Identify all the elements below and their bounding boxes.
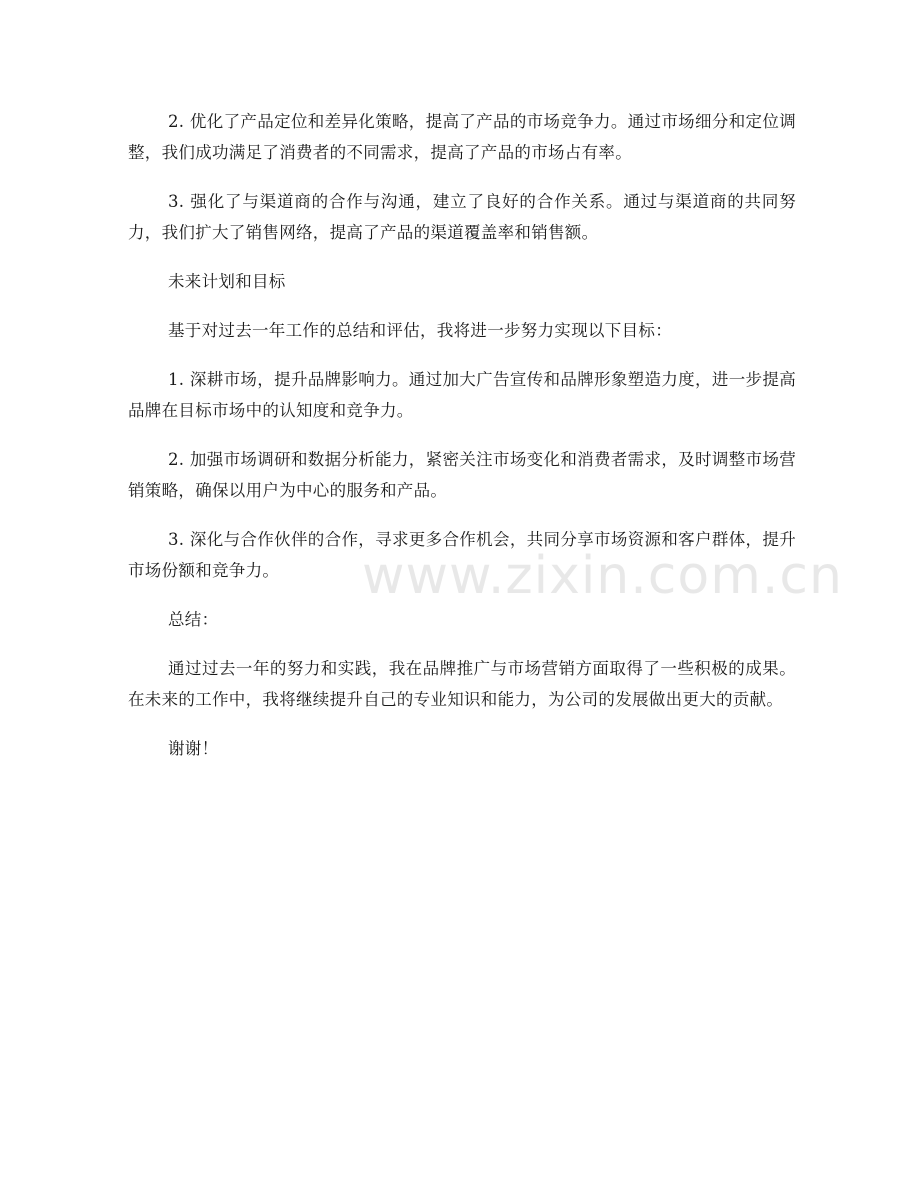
- paragraph-thanks: 谢谢！: [168, 739, 219, 758]
- watermark: www.zixin.com.cn: [362, 546, 843, 606]
- paragraph-goal-2: 2. 加强市场调研和数据分析能力，紧密关注市场变化和消费者需求，及时调整市场营销策略，确保以用户为中心的服务和产品。: [128, 450, 796, 500]
- paragraph-goal-1: 1. 深耕市场，提升品牌影响力。通过加大广告宣传和品牌形象塑造力度，进一步提高品牌在目标市场中的认知度和竞争力。: [128, 370, 796, 420]
- paragraph-goals-intro: 基于对过去一年工作的总结和评估，我将进一步努力实现以下目标：: [168, 321, 672, 340]
- paragraph-achievement-3: 3. 强化了与渠道商的合作与沟通，建立了良好的合作关系。通过与渠道商的共同努力，我们扩大了销售网络，提高了产品的渠道覆盖率和销售额。: [128, 192, 796, 242]
- paragraph-achievement-2: 2. 优化了产品定位和差异化策略，提高了产品的市场竞争力。通过市场细分和定位调整，我们成功满足了消费者的不同需求，提高了产品的市场占有率。: [128, 112, 796, 162]
- section-heading-summary: 总结：: [168, 610, 219, 629]
- section-heading-future-plans: 未来计划和目标: [168, 272, 286, 291]
- paragraph-goal-3: 3. 深化与合作伙伴的合作，寻求更多合作机会，共同分享市场资源和客户群体，提升市场份额和竞争力。: [128, 530, 796, 580]
- paragraph-summary: 通过过去一年的努力和实践，我在品牌推广与市场营销方面取得了一些积极的成果。在未来的工作中，我将继续提升自己的专业知识和能力，为公司的发展做出更大的贡献。: [128, 659, 796, 709]
- document-body: [128, 106, 796, 782]
